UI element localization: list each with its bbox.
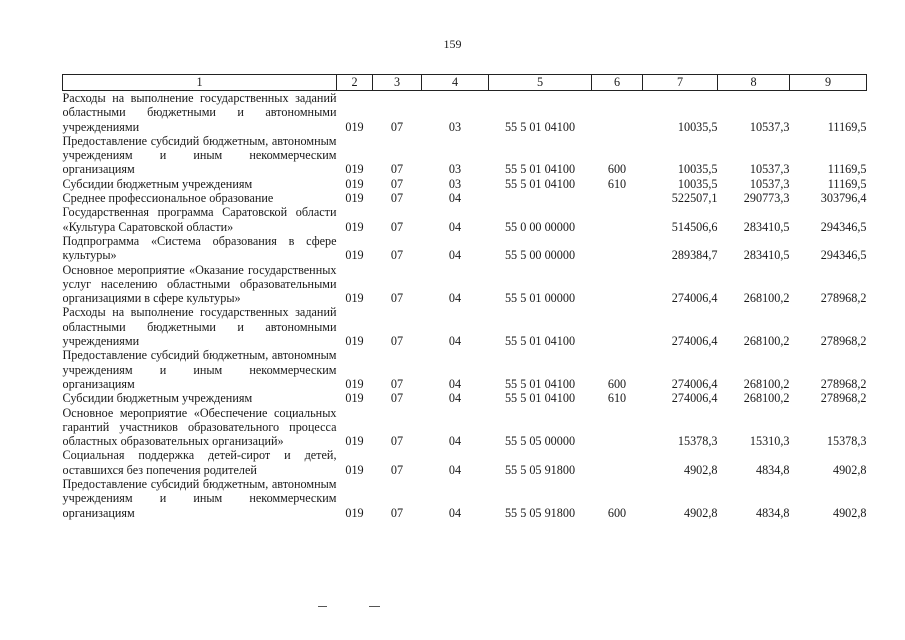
row-name: Основное мероприятие «Обеспечение социальных гарантий участников образовательного процесса областных образовательных организаций» — [62, 405, 337, 449]
header-col-9: 9 — [790, 75, 867, 91]
code-ministry: 019 — [345, 376, 364, 391]
amount-col-9: 11169,5 — [827, 162, 867, 177]
row-name: Расходы на выполнение государственных заданий областными бюджетными и автономными учреждениями — [62, 91, 337, 134]
amount-col-8: 10537,3 — [749, 176, 790, 191]
code-subsection: 04 — [448, 505, 462, 520]
amount-col-8: 10537,3 — [749, 162, 790, 177]
amount-col-8: 4834,8 — [755, 462, 790, 477]
amount-col-9: 11169,5 — [827, 176, 867, 191]
code-target: 55 5 01 00000 — [504, 291, 576, 306]
code-target: 55 5 01 04100 — [504, 334, 576, 349]
amount-col-8: 15310,3 — [749, 434, 790, 449]
header-col-3: 3 — [373, 75, 422, 91]
amount-col-8: 268100,2 — [743, 376, 790, 391]
code-subsection: 04 — [448, 391, 462, 406]
header-col-7: 7 — [643, 75, 718, 91]
amount-col-7: 289384,7 — [671, 248, 718, 263]
code-expense-type: 600 — [607, 162, 627, 177]
row-name: Субсидии бюджетным учреждениям — [62, 391, 253, 406]
amount-col-8: 283410,5 — [743, 248, 790, 263]
row-name: Среднее профессиональное образование — [62, 191, 274, 206]
amount-col-7: 274006,4 — [671, 291, 718, 306]
amount-col-7: 4902,8 — [683, 505, 718, 520]
code-ministry: 019 — [345, 291, 364, 306]
amount-col-9: 294346,5 — [820, 219, 867, 234]
code-ministry: 019 — [345, 176, 364, 191]
row-name: Основное мероприятие «Оказание государственных услуг населению областными образовательными организациями в сфере культуры» — [62, 262, 337, 306]
code-target: 55 5 01 04100 — [504, 391, 576, 406]
code-ministry: 019 — [345, 191, 364, 206]
amount-col-7: 10035,5 — [677, 119, 718, 134]
table-row — [63, 477, 867, 520]
row-name: Предоставление субсидий бюджетным, автономным учреждениям и иным некоммерческим организациям — [62, 133, 337, 177]
budget-table — [62, 74, 867, 520]
amount-col-8: 10537,3 — [749, 119, 790, 134]
row-name: Расходы на выполнение государственных заданий областными бюджетными и автономными учреждениями — [62, 305, 337, 349]
table-row — [63, 134, 867, 177]
table-row — [63, 91, 867, 134]
code-section: 07 — [390, 162, 404, 177]
table-header — [63, 75, 867, 91]
code-ministry: 019 — [345, 462, 364, 477]
table-row — [63, 305, 867, 348]
code-target: 55 5 01 04100 — [504, 162, 576, 177]
code-subsection: 03 — [448, 119, 462, 134]
header-col-5: 5 — [489, 75, 592, 91]
code-target: 55 5 05 00000 — [504, 434, 576, 449]
code-ministry: 019 — [345, 391, 364, 406]
code-section: 07 — [390, 505, 404, 520]
amount-col-9: 15378,3 — [826, 434, 867, 449]
code-expense-type — [592, 205, 643, 234]
code-expense-type — [592, 234, 643, 263]
code-expense-type — [592, 191, 643, 205]
code-subsection: 04 — [448, 376, 462, 391]
amount-col-7: 274006,4 — [671, 391, 718, 406]
code-section: 07 — [390, 391, 404, 406]
code-expense-type — [592, 305, 643, 348]
amount-col-9: 4902,8 — [832, 462, 867, 477]
header-col-8: 8 — [718, 75, 790, 91]
code-section: 07 — [390, 291, 404, 306]
amount-col-8: 4834,8 — [755, 505, 790, 520]
code-target: 55 5 01 04100 — [504, 376, 576, 391]
page-number: 159 — [443, 37, 462, 51]
code-subsection: 04 — [448, 434, 462, 449]
amount-col-9: 278968,2 — [820, 376, 867, 391]
code-target: 55 5 01 04100 — [504, 119, 576, 134]
amount-col-8: 268100,2 — [743, 391, 790, 406]
code-section: 07 — [390, 176, 404, 191]
code-section: 07 — [390, 191, 404, 206]
scan-mark — [318, 606, 327, 607]
code-subsection: 04 — [448, 248, 462, 263]
row-name: Государственная программа Саратовской области «Культура Саратовской области» — [62, 205, 337, 234]
code-subsection: 04 — [448, 219, 462, 234]
code-section: 07 — [390, 462, 404, 477]
amount-col-9: 278968,2 — [820, 334, 867, 349]
amount-col-9: 278968,2 — [820, 391, 867, 406]
code-section: 07 — [390, 248, 404, 263]
amount-col-9: 4902,8 — [832, 505, 867, 520]
header-col-1: 1 — [63, 75, 337, 91]
table-row — [63, 263, 867, 306]
row-name: Подпрограмма «Система образования в сфере культуры» — [62, 233, 337, 263]
code-target — [489, 191, 592, 205]
code-section: 07 — [390, 119, 404, 134]
header-col-2: 2 — [337, 75, 373, 91]
code-ministry: 019 — [345, 219, 364, 234]
scan-marks — [0, 606, 905, 610]
code-ministry: 019 — [345, 248, 364, 263]
code-ministry: 019 — [345, 162, 364, 177]
table-row — [63, 205, 867, 234]
table-body — [63, 91, 867, 520]
code-subsection: 04 — [448, 334, 462, 349]
code-subsection: 03 — [448, 162, 462, 177]
code-expense-type — [592, 448, 643, 477]
amount-col-7: 10035,5 — [677, 176, 718, 191]
header-col-6: 6 — [592, 75, 643, 91]
code-expense-type: 610 — [607, 176, 627, 191]
amount-col-7: 4902,8 — [683, 462, 718, 477]
header-row — [63, 75, 867, 91]
row-name: Социальная поддержка детей-сирот и детей, оставшихся без попечения родителей — [62, 448, 337, 477]
amount-col-8: 283410,5 — [743, 219, 790, 234]
table-row — [63, 448, 867, 477]
code-target: 55 5 05 91800 — [504, 462, 576, 477]
code-section: 07 — [390, 434, 404, 449]
code-ministry: 019 — [345, 334, 364, 349]
table-row — [63, 391, 867, 405]
table-row — [63, 177, 867, 191]
header-col-4: 4 — [422, 75, 489, 91]
amount-col-7: 514506,6 — [671, 219, 718, 234]
code-expense-type — [592, 406, 643, 449]
row-name: Предоставление субсидий бюджетным, автономным учреждениям и иным некоммерческим организациям — [62, 348, 337, 391]
code-expense-type: 600 — [607, 376, 627, 391]
amount-col-9: 278968,2 — [820, 291, 867, 306]
code-expense-type: 610 — [607, 391, 627, 406]
code-subsection: 04 — [448, 462, 462, 477]
amount-col-8: 290773,3 — [743, 191, 790, 206]
code-target: 55 5 00 00000 — [504, 248, 576, 263]
code-expense-type — [592, 263, 643, 306]
code-target: 55 5 05 91800 — [504, 505, 576, 520]
amount-col-9: 294346,5 — [820, 248, 867, 263]
amount-col-9: 11169,5 — [827, 119, 867, 134]
code-subsection: 04 — [448, 191, 462, 206]
code-target: 55 0 00 00000 — [504, 219, 576, 234]
amount-col-7: 274006,4 — [671, 376, 718, 391]
code-ministry: 019 — [345, 434, 364, 449]
code-section: 07 — [390, 376, 404, 391]
amount-col-8: 268100,2 — [743, 291, 790, 306]
row-name: Субсидии бюджетным учреждениям — [62, 176, 253, 191]
scan-mark — [369, 606, 380, 607]
code-target: 55 5 01 04100 — [504, 176, 576, 191]
amount-col-7: 274006,4 — [671, 334, 718, 349]
code-section: 07 — [390, 219, 404, 234]
amount-col-7: 15378,3 — [677, 434, 718, 449]
table-row — [63, 406, 867, 449]
amount-col-7: 10035,5 — [677, 162, 718, 177]
amount-col-9: 303796,4 — [820, 191, 867, 206]
code-expense-type — [592, 91, 643, 134]
row-name: Предоставление субсидий бюджетным, автономным учреждениям и иным некоммерческим организациям — [62, 477, 337, 520]
code-section: 07 — [390, 334, 404, 349]
amount-col-7: 522507,1 — [671, 191, 718, 206]
code-ministry: 019 — [345, 119, 364, 134]
code-subsection: 04 — [448, 291, 462, 306]
table-row — [63, 191, 867, 205]
amount-col-8: 268100,2 — [743, 334, 790, 349]
table-row — [63, 234, 867, 263]
code-expense-type: 600 — [607, 505, 627, 520]
code-ministry: 019 — [345, 505, 364, 520]
table-row — [63, 348, 867, 391]
code-subsection: 03 — [448, 176, 462, 191]
